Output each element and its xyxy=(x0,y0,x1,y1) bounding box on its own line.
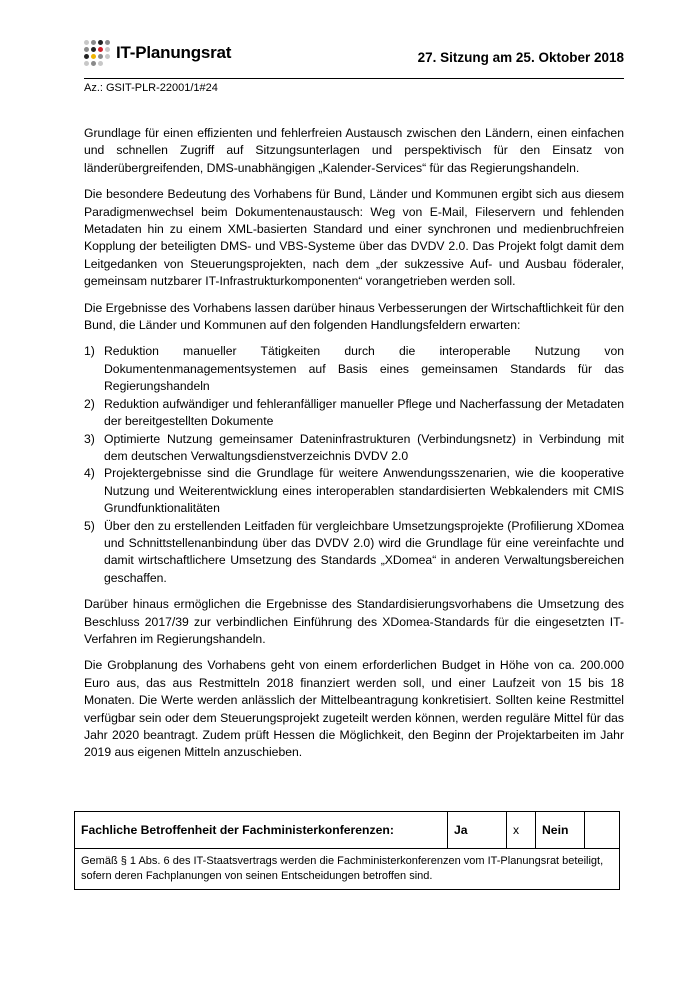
list-item-text: Projektergebnisse sind die Grundlage für weitere Anwendungsszenarien, wie die kooperative Nutzung und Weiterentwicklung eines interoperablen standardisierten Webkalenders mit CMIS Grundfunktionalitäten xyxy=(104,466,624,516)
list-item-number: 1) xyxy=(84,344,95,359)
list-item-number: 3) xyxy=(84,431,95,446)
session-title: 27. Sitzung am 25. Oktober 2018 xyxy=(417,50,624,65)
no-label: Nein xyxy=(536,812,585,849)
benefits-list xyxy=(84,343,624,587)
list-item xyxy=(84,343,624,395)
yes-checkbox[interactable]: x xyxy=(507,812,536,849)
paragraph: Darüber hinaus ermöglichen die Ergebnisse des Standardisierungsvorhabens die Umsetzung des Beschluss 2017/39 zur verbindlichen Einführung des XDomea-Standards für die eingesetzten IT-Verfahren im Regierungshandeln. xyxy=(84,597,624,646)
yes-label: Ja xyxy=(448,812,507,849)
paragraph: Grundlage für einen effizienten und fehlerfreien Austausch zwischen den Ländern, einen einfachen und schnellen Zugriff auf Sitzungsunterlagen und perspektivisch für den Einsatz von länderübergreifenden, DMS-unabhängigen „Kalender-Services“ für das Regierungshandeln. xyxy=(84,126,624,175)
logo-text: IT-Planungsrat xyxy=(116,43,232,62)
list-item xyxy=(84,396,624,431)
paragraph: Die Grobplanung des Vorhabens geht von einem erforderlichen Budget in Höhe von ca. 200.000 Euro aus, das aus Restmitteln 2018 finanziert werden soll, und einer Laufzeit von 15 bis 18 Monaten. Die Werte werden anlässlich der Mittelbeantragung konkretisiert. Sollten keine Restmittel verfügbar sein oder dem Steuerungsprojekt zugeteilt werden können, werden reguläre Mittel für das Jahr 2020 beantragt. Zudem prüft Hessen die Möglichkeit, den Beginn der Projektarbeiten im Jahr 2019 aus eigenen Mitteln anzuschieben. xyxy=(84,658,624,760)
table-title: Fachliche Betroffenheit der Fachministerkonferenzen: xyxy=(75,812,448,849)
list-item xyxy=(84,431,624,466)
list-item-text: Über den zu erstellenden Leitfaden für vergleichbare Umsetzungsprojekte (Profilierung XDomea und Schnittstellenanbindung über das DVDV 2.0) wird die Grundlage für eine vereinfachte und damit wirtschaftlichere Umsetzung des Standards „XDomea“ in anderen Verwaltungsbereichen geschaffen. xyxy=(104,518,624,585)
header-divider xyxy=(84,78,624,79)
list-item-text: Reduktion manueller Tätigkeiten durch die interoperable Nutzung von Dokumentenmanagementsystemen auf Basis eines gemeinsamen Standards für das Regierungshandeln xyxy=(104,344,624,394)
no-checkbox[interactable] xyxy=(585,812,620,849)
paragraph: Die Ergebnisse des Vorhabens lassen darüber hinaus Verbesserungen der Wirtschaftlichkeit für den Bund, die Länder und Kommunen auf den folgenden Handlungsfeldern erwarten: xyxy=(84,300,624,333)
list-item-number: 2) xyxy=(84,396,95,411)
list-item-text: Reduktion aufwändiger und fehleranfälliger manueller Pflege und Nacherfassung der Metadaten der bereitgestellten Dokumente xyxy=(104,396,624,429)
list-item xyxy=(84,465,624,517)
list-item-number: 5) xyxy=(84,518,95,533)
reference-number: Az.: GSIT-PLR-22001/1#24 xyxy=(84,82,218,94)
page-header xyxy=(84,40,624,78)
list-item-number: 4) xyxy=(84,466,95,481)
logo-dots-icon xyxy=(84,40,116,72)
paragraph: Die besondere Bedeutung des Vorhabens für Bund, Länder und Kommunen ergibt sich aus diesem Paradigmenwechsel beim Dokumentenaustausch: Weg von E-Mail, Fileservern und fehlenden Metadaten hin zu einem XML-basierten Standard und einer synchronen und medienbruchfreien Kopplung der beteiligten DMS- und VBS-Systeme über das DVDV 2.0. Das Projekt folgt damit dem Leitgedanken von Steuerungsprojekten, nach dem „der sukzessive Auf- und Ausbau föderaler, gemeinsam nutzbarer IT-Infrastrukturkomponenten“ vorangetrieben werden soll. xyxy=(84,187,624,289)
table-note: Gemäß § 1 Abs. 6 des IT-Staatsvertrags werden die Fachministerkonferenzen vom IT-Planungsrat beteiligt, sofern deren Fachplanungen von seinen Entscheidungen betroffen sind. xyxy=(75,849,620,890)
list-item xyxy=(84,518,624,588)
list-item-text: Optimierte Nutzung gemeinsamer Dateninfrastrukturen (Verbindungsnetz) in Verbindung mit dem deutschen Verwaltungsdienstverzeichnis DVDV 2.0 xyxy=(104,431,624,463)
ministerial-conference-table xyxy=(74,811,620,890)
document-body xyxy=(84,125,624,771)
